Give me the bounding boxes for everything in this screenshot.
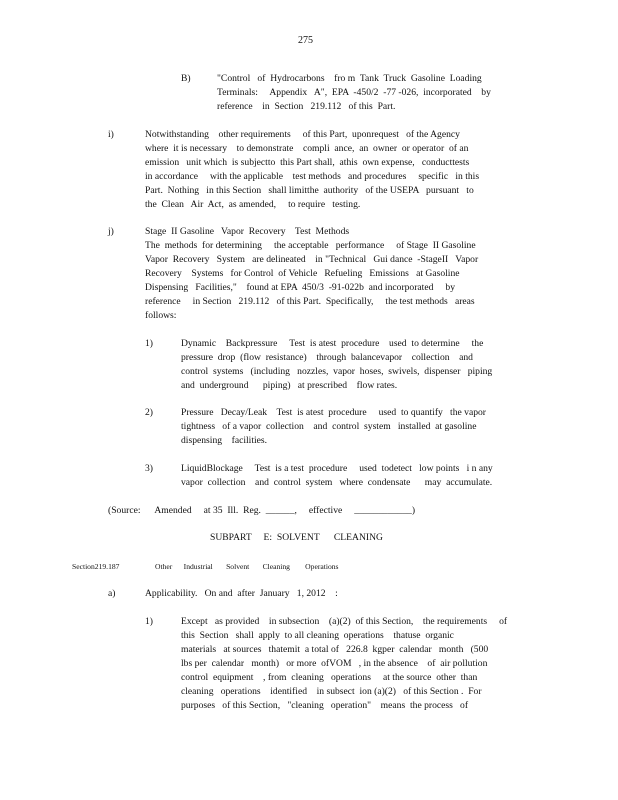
item-b-line: Terminals: Appendix A", EPA -450/2 -77 -026, incorporated by — [217, 87, 491, 98]
item-j-line: Recovery Systems for Control of Vehicle Refueling Emissions at Gasoline — [145, 268, 460, 279]
item-j-line: The methods for determining the acceptable performance of Stage II Gasoline — [145, 240, 476, 251]
a-subitem-1-line: Except as provided in subsection (a)(2) of this Section, the requirements of — [181, 616, 508, 627]
item-a-text: Applicability. On and after January 1, 2012 : — [145, 588, 338, 599]
item-b-line: reference in Section 219.112 of this Part. — [217, 101, 396, 112]
a-subitem-1-line: this Section shall apply to all cleaning operations thatuse organic — [181, 630, 454, 641]
item-i-line: Part. Nothing in this Section shall limitthe authority of the USEPA pursuant to — [145, 185, 474, 196]
item-j-line: Dispensing Facilities," found at EPA 450/3 -91-022b and incorporated by — [145, 282, 455, 293]
item-b-label: B) — [181, 73, 191, 84]
j-subitem-2-line: tightness of a vapor collection and control system installed at gasoline — [181, 421, 477, 432]
j-subitem-1-label: 1) — [145, 338, 153, 349]
a-subitem-1-line: purposes of this Section, "cleaning operation" means the process of — [181, 700, 469, 711]
item-j-line: follows: — [145, 310, 177, 321]
item-i-line: the Clean Air Act, as amended, to require testing. — [145, 199, 361, 210]
item-i-text — [145, 128, 528, 212]
item-a-label: a) — [108, 588, 116, 599]
j-subitem-1-line: Dynamic Backpressure Test is atest procedure used to determine the — [181, 338, 484, 349]
j-subitem-1-line: control systems (including nozzles, vapor hoses, swivels, dispenser piping — [181, 366, 493, 377]
j-subitem-2-text — [181, 406, 521, 448]
j-subitem-1-line: and underground piping) at prescribed flow rates. — [181, 380, 398, 391]
item-b-text — [217, 72, 517, 114]
item-j-label: j) — [108, 226, 114, 237]
j-subitem-3-line: vapor collection and control system where condensate may accumulate. — [181, 477, 493, 488]
a-subitem-1-label: 1) — [145, 616, 153, 627]
j-subitem-1-line: pressure drop (flow resistance) through balancevapor collection and — [181, 352, 473, 363]
item-j-line: Vapor Recovery System are delineated in "Technical Gui dance -StageII Vapor — [145, 254, 479, 265]
subpart-heading: SUBPART E: SOLVENT CLEANING — [210, 532, 383, 543]
j-subitem-2-line: Pressure Decay/Leak Test is atest procedure used to quantify the vapor — [181, 407, 486, 418]
section-title: Other Industrial Solvent Cleaning Operations — [155, 562, 339, 571]
a-subitem-1-line: control equipment , from cleaning operations at the source other than — [181, 672, 478, 683]
a-subitem-1-line: cleaning operations identified in subsect ion (a)(2) of this Section . For — [181, 686, 482, 697]
item-i-line: in accordance with the applicable test methods and procedures specific in this — [145, 171, 480, 182]
item-j-line: reference in Section 219.112 of this Part. Specifically, the test methods areas — [145, 296, 475, 307]
item-i-line: Notwithstanding other requirements of this Part, uponrequest of the Agency — [145, 129, 460, 140]
page-number: 275 — [298, 35, 313, 46]
item-i-label: i) — [108, 129, 114, 140]
item-b-line: "Control of Hydrocarbons fro m Tank Truck Gasoline Loading — [217, 73, 482, 84]
section-number: Section219.187 — [72, 562, 120, 571]
a-subitem-1-text — [181, 615, 543, 713]
source-note: (Source: Amended at 35 Ill. Reg. ______, effective ____________) — [108, 505, 416, 516]
j-subitem-3-text — [181, 462, 531, 490]
j-subitem-1-text — [181, 337, 536, 393]
j-subitem-2-label: 2) — [145, 407, 153, 418]
item-j-text — [145, 225, 528, 323]
j-subitem-2-line: dispensing facilities. — [181, 435, 268, 446]
item-i-line: where it is necessary to demonstrate compli ance, an owner or operator of an — [145, 143, 469, 154]
item-i-line: emission unit which is subjectto this Part shall, athis own expense, conducttests — [145, 157, 470, 168]
item-j-line: Stage II Gasoline Vapor Recovery Test Methods — [145, 226, 350, 237]
j-subitem-3-line: LiquidBlockage Test is a test procedure used todetect low points i n any — [181, 463, 493, 474]
j-subitem-3-label: 3) — [145, 463, 153, 474]
a-subitem-1-line: materials at sources thatemit a total of 226.8 kgper calendar month (500 — [181, 644, 489, 655]
a-subitem-1-line: lbs per calendar month) or more ofVOM , in the absence of air pollution — [181, 658, 488, 669]
